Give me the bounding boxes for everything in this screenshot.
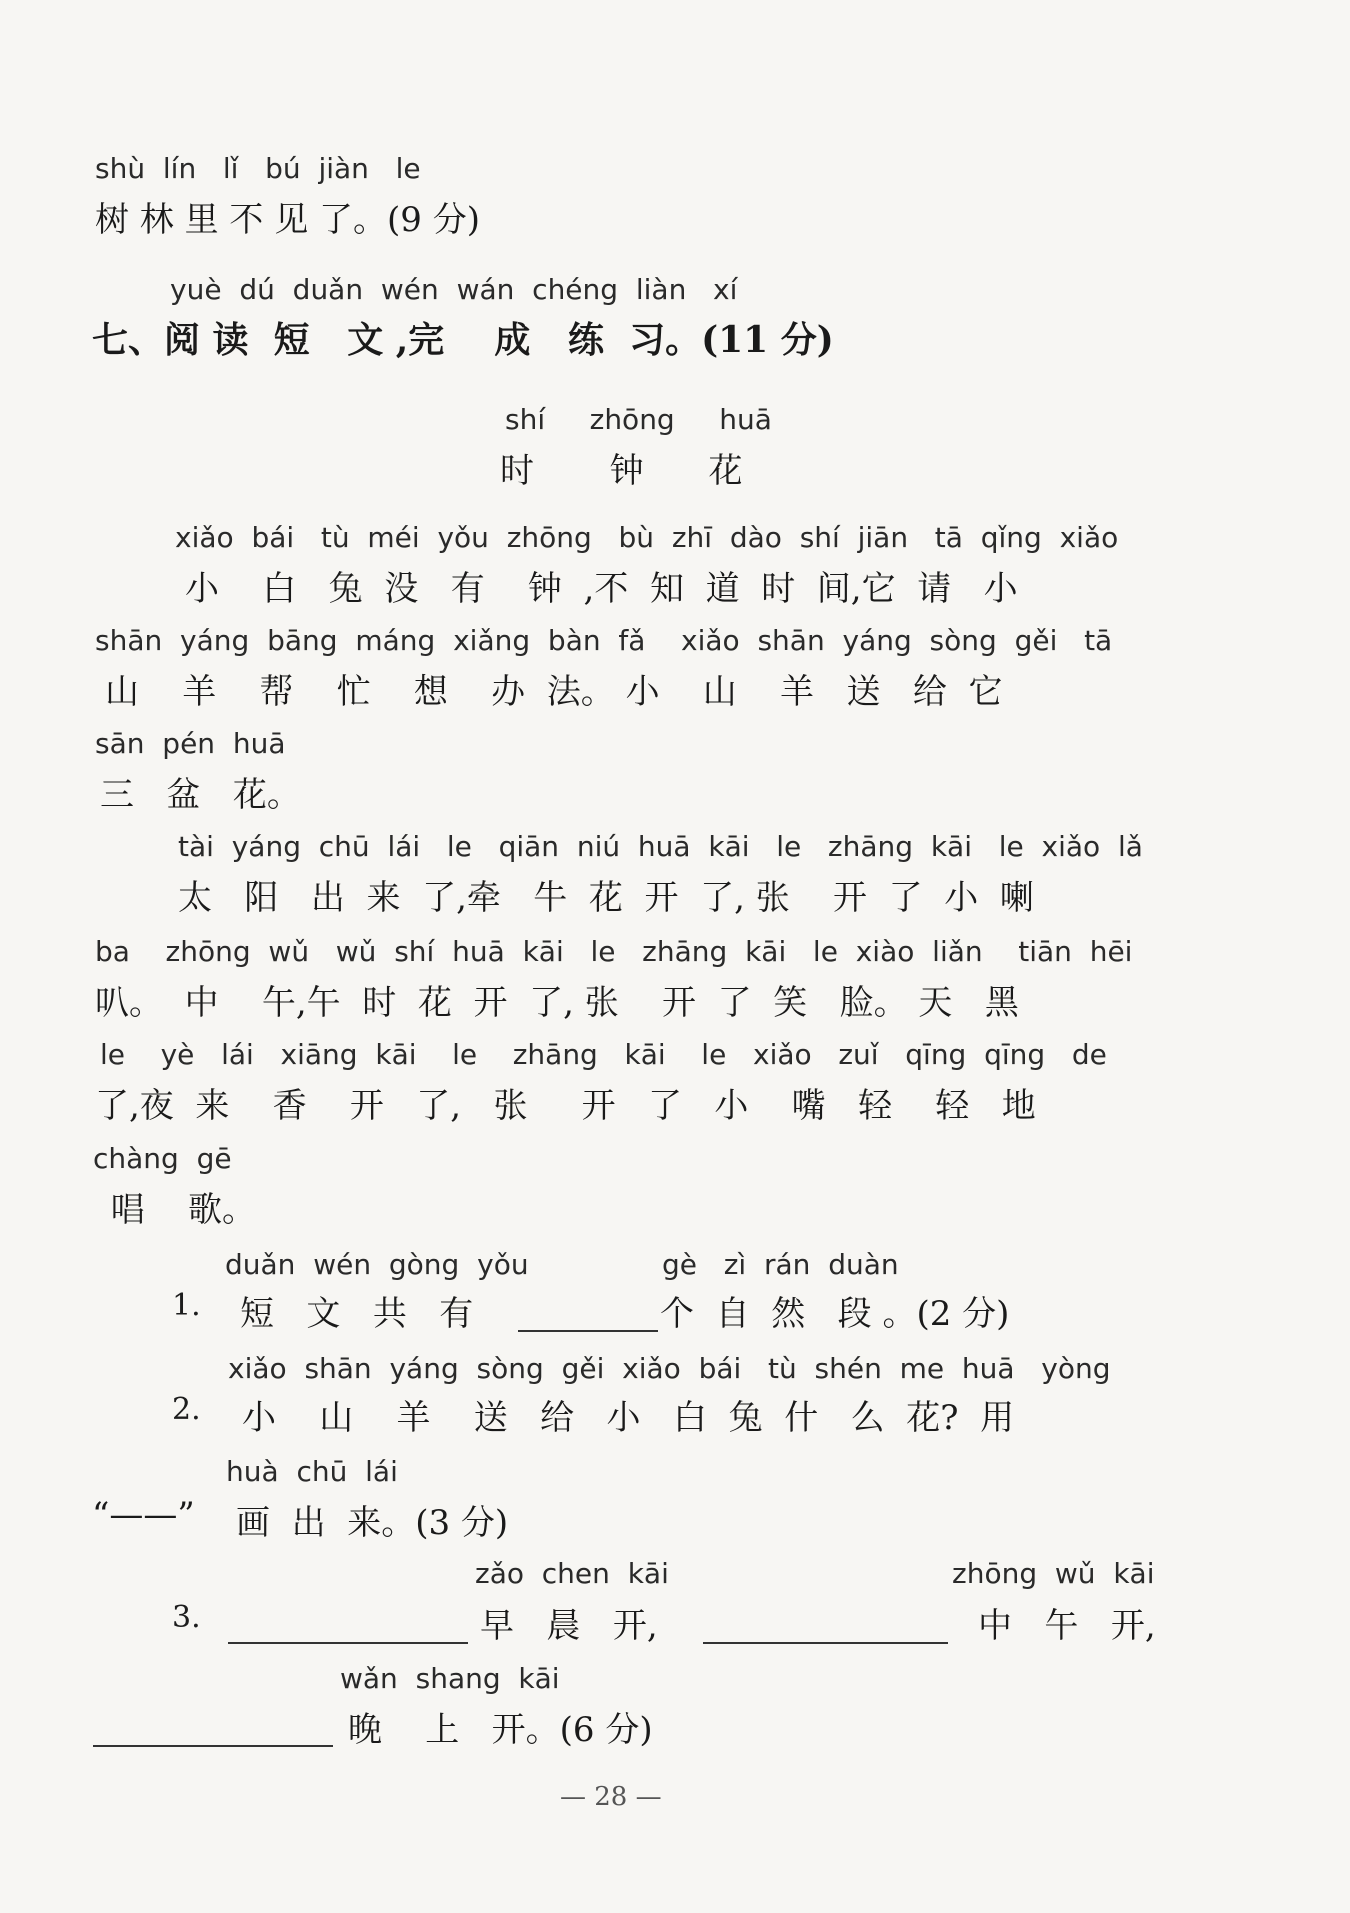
q2b-text: 画 出 来。(3 分) (236, 1503, 509, 1543)
q2b-mark: “——” (92, 1495, 195, 1535)
q1-number: 1. (172, 1288, 201, 1323)
para1-line3-pinyin: sān pén huā (95, 727, 286, 760)
q3-answer-blank-b[interactable] (703, 1642, 948, 1644)
q3-text-a: 早 晨 开, (480, 1606, 658, 1646)
q1-text-a: 短 文 共 有 (240, 1294, 474, 1334)
page-number: — 28 — (560, 1782, 662, 1812)
para2-line4-pinyin: chàng gē (93, 1142, 232, 1175)
para2-line3-pinyin: le yè lái xiāng kāi le zhāng kāi le xiǎo zuǐ qīng qīng de (100, 1038, 1107, 1071)
para2-line1-pinyin: tài yáng chū lái le qiān niú huā kāi le zhāng kāi le xiǎo lǎ (178, 830, 1143, 863)
q1-text-b: 个 自 然 段 。(2 分) (660, 1294, 1010, 1334)
pinyin-line-1: shù lín lǐ bú jiàn le (95, 152, 421, 185)
para1-line1-pinyin: xiǎo bái tù méi yǒu zhōng bù zhī dào shí jiān tā qǐng xiǎo (175, 521, 1119, 554)
q3-pinyin-b: zhōng wǔ kāi (952, 1557, 1155, 1590)
q2-number: 2. (172, 1392, 201, 1427)
section7-heading: 七、阅 读 短 文 ,完 成 练 习。(11 分) (92, 319, 834, 361)
text-line-1: 树 林 里 不 见 了。(9 分) (95, 200, 481, 240)
q1-pinyin-b: gè zì rán duàn (662, 1248, 899, 1281)
para2-line2-text: 叭。 中 午,午 时 花 开 了, 张 开 了 笑 脸。 天 黑 (95, 983, 1019, 1023)
para1-line1-text: 小 白 兔 没 有 钟 ,不 知 道 时 间,它 请 小 (185, 569, 1018, 609)
para1-line3-text: 三 盆 花。 (100, 775, 301, 815)
para2-line2-pinyin: ba zhōng wǔ wǔ shí huā kāi le zhāng kāi le xiào liǎn tiān hēi (95, 935, 1133, 968)
q3-text-b: 中 午 开, (978, 1606, 1156, 1646)
passage-title: 时 钟 花 (500, 451, 743, 491)
section7-pinyin: yuè dú duǎn wén wán chéng liàn xí (170, 273, 738, 306)
q3-answer-blank-a[interactable] (228, 1642, 468, 1644)
q3-answer-blank-c[interactable] (93, 1745, 333, 1747)
para2-line1-text: 太 阳 出 来 了,牵 牛 花 开 了, 张 开 了 小 喇 (178, 878, 1034, 918)
q2-text: 小 山 羊 送 给 小 白 兔 什 么 花? 用 (242, 1398, 1015, 1438)
para2-line3-text: 了,夜 来 香 开 了, 张 开 了 小 嘴 轻 轻 地 (95, 1086, 1036, 1126)
para2-line4-text: 唱 歌。 (100, 1190, 257, 1230)
q3-pinyin-a: zǎo chen kāi (475, 1557, 669, 1590)
q2-pinyin: xiǎo shān yáng sòng gěi xiǎo bái tù shén me huā yòng (228, 1352, 1111, 1385)
q1-pinyin-a: duǎn wén gòng yǒu (225, 1248, 529, 1281)
q1-answer-blank[interactable] (518, 1330, 658, 1332)
para1-line2-text: 山 羊 帮 忙 想 办 法。 小 山 羊 送 给 它 (105, 672, 1003, 712)
q3b-text: 晚 上 开。(6 分) (348, 1710, 653, 1750)
q2b-pinyin: huà chū lái (226, 1455, 398, 1488)
q3-number: 3. (172, 1600, 201, 1635)
q3b-pinyin: wǎn shang kāi (340, 1662, 560, 1695)
para1-line2-pinyin: shān yáng bāng máng xiǎng bàn fǎ xiǎo shān yáng sòng gěi tā (95, 624, 1113, 657)
title-pinyin: shí zhōng huā (505, 403, 772, 436)
